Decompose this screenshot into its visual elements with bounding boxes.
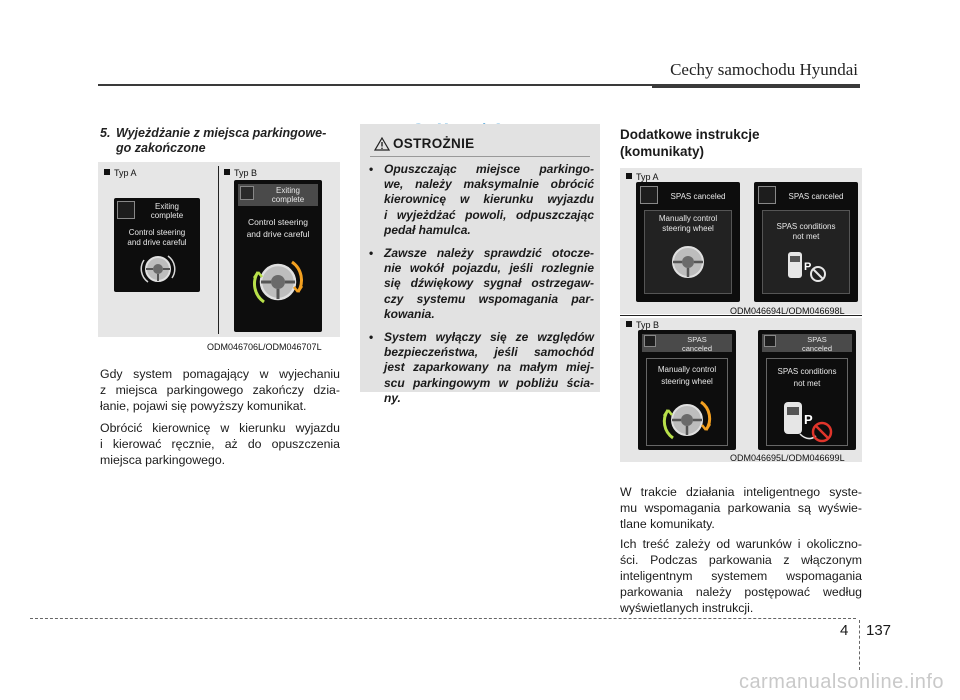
caution-item: • Opuszczając miejsce parkingo- we, należy maksymalnie obrócić kierownicę w kierunku wyjazdu i wyjeżdżać powoli, odpuszczając pedał hamulca. — [369, 162, 594, 237]
chapter-number: 4 — [840, 622, 849, 639]
steering-wheel-icon — [140, 252, 176, 286]
svg-text:P: P — [804, 261, 812, 273]
screen-icon-box — [764, 335, 776, 347]
caution-item: • System wyłączy się ze względów bezpieczeństwa, jeśli samochód jest zaparkowany na małym miej- scu parkingowym w pobliżu ścia- ny. — [369, 330, 594, 405]
screen-message: SPAS conditions not met — [777, 367, 837, 388]
screen-icon-box — [240, 186, 254, 200]
figure-caption: ODM046706L/ODM046707L — [207, 342, 322, 352]
caution-rule — [370, 156, 590, 157]
square-bullet-icon — [104, 169, 110, 175]
caution-title: OSTROŻNIE — [393, 136, 475, 151]
screen-message: Control steering and drive careful — [246, 217, 310, 239]
caution-list — [368, 162, 594, 414]
body-text-column3 — [620, 484, 862, 622]
type-a-label: Typ A — [104, 168, 137, 178]
screen-title: SPAS canceled — [681, 335, 713, 353]
type-b-label: Typ B — [626, 320, 659, 330]
screen-icon-box — [640, 186, 658, 204]
screen-title: SPAS canceled — [801, 335, 833, 353]
section-title — [100, 126, 340, 156]
screen-message: Manually control steering wheel — [657, 365, 717, 386]
figure-caption-a: ODM046694L/ODM046698L — [730, 306, 845, 316]
screen-message: Control steering and drive careful — [127, 228, 187, 247]
square-bullet-icon — [626, 321, 632, 327]
screen-icon-box — [758, 186, 776, 204]
section-title-line1: Wyjeżdżanie z miejsca parkingowe- — [116, 126, 327, 140]
body-text-column1 — [100, 366, 340, 474]
warning-triangle-icon — [374, 137, 390, 151]
steering-wheel-icon — [250, 252, 306, 310]
screen-icon-box — [117, 201, 135, 219]
screen-message: SPAS conditions not met — [776, 222, 836, 241]
square-bullet-icon — [224, 169, 230, 175]
figure-spas-type-a — [620, 168, 862, 314]
type-a-label: Typ A — [626, 172, 659, 182]
paragraph: Gdy system pomagający w wyjechaniu z miejsca parkingowego zakończy dzia- łanie, pojawi się powyższy komunikat. — [100, 367, 340, 413]
screen-title: Exiting complete — [150, 202, 184, 220]
footer-divider — [859, 620, 860, 670]
cluster-screen-manual-steering — [636, 182, 740, 302]
section-title-additional: Dodatkowe instrukcje (komunikaty) — [620, 127, 760, 159]
section-title-line2: go zakończone — [116, 141, 206, 155]
running-header: Cechy samochodu Hyundai — [670, 60, 858, 79]
parking-prohibited-icon — [784, 246, 830, 286]
cluster-screen-conditions-not-met-b — [758, 330, 856, 450]
paragraph: W trakcie działania inteligentnego syste- mu wspomagania parkowania są wyświe- tlane komunikaty. — [620, 485, 862, 531]
figure-exiting-complete — [98, 162, 340, 337]
footer-rule — [30, 618, 856, 619]
square-bullet-icon — [626, 173, 632, 179]
cluster-screen-conditions-not-met — [754, 182, 858, 302]
figure-spas-type-b — [620, 318, 862, 462]
paragraph: Ich treść zależy od warunków i okoliczno- ści. Podczas parkowania z włączonym inteligentnym systemem wspomagania parkowania należy postępować według wyświetlanych instrukcji. — [620, 537, 862, 615]
figure-divider — [218, 166, 219, 334]
cluster-screen-type-b — [234, 180, 322, 332]
caution-item: • Zawsze należy sprawdzić otocze- nie wokół pojazdu, jeśli rozlegnie się dźwiękowy sygnał ostrzegaw- czy systemu wspomagania par- kowania. — [369, 246, 594, 321]
screen-message: Manually control steering wheel — [658, 214, 718, 233]
screen-title: SPAS canceled — [788, 192, 844, 201]
header-rule-accent — [652, 84, 860, 88]
steering-wheel-icon — [666, 240, 710, 284]
caution-box — [360, 124, 600, 405]
watermark-bottom: carmanualsonline.info — [738, 671, 944, 693]
screen-title: Exiting complete — [271, 186, 305, 204]
svg-text:P: P — [804, 412, 813, 427]
steering-wheel-icon — [660, 394, 714, 446]
cluster-screen-manual-steering-b — [638, 330, 736, 450]
cluster-screen-type-a — [114, 198, 200, 292]
screen-title: SPAS canceled — [670, 192, 726, 201]
parking-prohibited-icon — [778, 396, 836, 446]
figure-caption-b: ODM046695L/ODM046699L — [730, 453, 845, 463]
paragraph: Obrócić kierownicę w kierunku wyjazdu i kierować ręcznie, aż do opuszczenia miejsca parkingowego. — [100, 421, 340, 467]
type-b-label: Typ B — [224, 168, 257, 178]
section-number: 5. — [100, 126, 111, 140]
screen-icon-box — [644, 335, 656, 347]
page-number: 137 — [866, 622, 892, 639]
